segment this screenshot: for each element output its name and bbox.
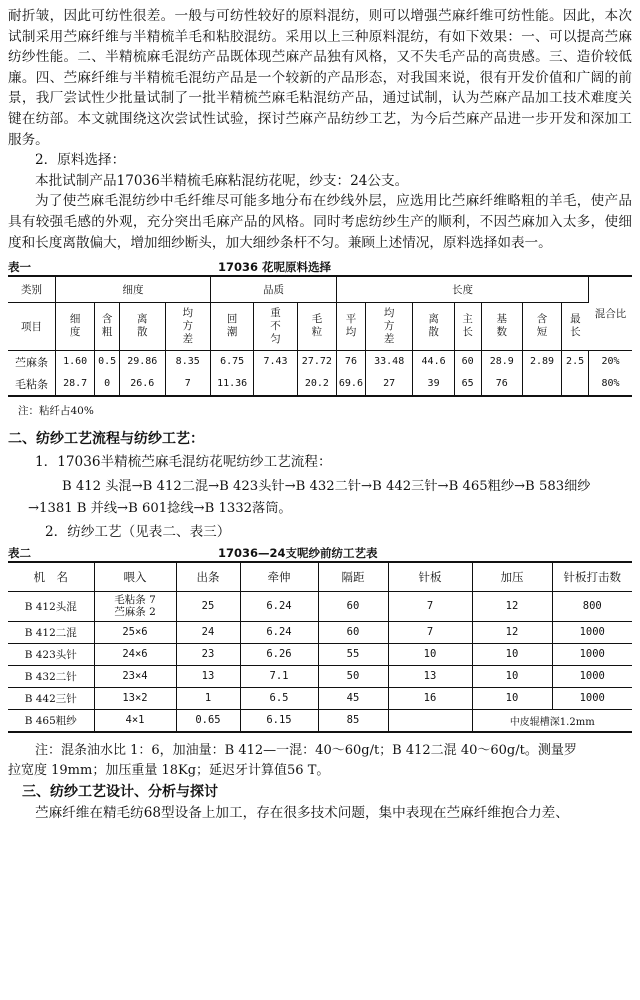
process-params-subheading: 2．纺纱工艺（见表二、表三）	[45, 524, 231, 541]
table2-note-line-1: 注：混条油水比 1：6，加油量：B 412—一混：40～60g/t；B 412二混 40～60g/t。测量罗	[35, 742, 577, 758]
table2-note-line-2: 拉宽度 19mm；加压重量 18Kg；延迟牙计算值56 T。	[8, 763, 330, 779]
subheader-longest: 最长	[562, 302, 589, 350]
spinning-process-table	[8, 561, 632, 733]
subheader-base-count: 基数	[481, 302, 522, 350]
header-quality: 品质	[210, 276, 336, 302]
table-row: B 412头混 毛粘条 7 苎麻条 2 25 6.24 60 7 12 800	[8, 591, 632, 621]
section3-paragraph: 苎麻纤维在精毛纺68型设备上加工，存在很多技术问题，集中表现在苎麻纤维抱合力差、	[35, 805, 569, 821]
header-item: 项目	[8, 302, 56, 350]
subheader-mean-length: 平均	[336, 302, 365, 350]
subheader-dispersion: 离散	[120, 302, 165, 350]
subheader-moisture: 回潮	[210, 302, 253, 350]
table1-note: 注：粘纤占40%	[18, 404, 94, 417]
table-row: B 412二混 25×6 24 6.24 60 7 12 1000	[8, 621, 632, 643]
subheader-length-std: 均方差	[365, 302, 413, 350]
header-length: 长度	[336, 276, 588, 302]
table1-label: 表一	[8, 260, 31, 275]
table1-caption	[8, 259, 632, 275]
subheader-main-length: 主长	[454, 302, 481, 350]
header-pin-plate: 针板	[388, 562, 472, 592]
intro-paragraph: 耐折皱，因此可纺性很差。一般与可纺性较好的原料混纺，则可以增强苎麻纤维可纺性能。因此，本次试制采用苎麻纤维与半精梳羊毛和粘胶混纺。采用以上三种原料混纺，有如下效果：一、可以提高苎麻纺纱性能。二、半精梳麻毛混纺产品既体现苎麻产品独有风格，又不失毛产品的高贵感。三、造价较低廉。四、苎麻纤维与半精梳毛混纺产品是一个较新的产品形态，对我国来说，很有开发价值和广阔的前景，我厂尝试性少批量试制了一批半精梳苎麻毛粘混纺产品，通过试制，认为苎麻产品加工技术难度关键在纺部。本文就围绕这次尝试性试验，探讨苎麻产品纺纱工艺，为今后苎麻产品进一步开发和深加工服务。	[8, 8, 632, 148]
subheader-coarse: 含粗	[95, 302, 120, 350]
product-spec-paragraph: 本批试制产品17036半精梳毛麻粘混纺花呢，纱支：24公支。	[35, 172, 409, 189]
header-gauge: 隔距	[318, 562, 388, 592]
header-feed: 喂入	[94, 562, 176, 592]
raw-material-table	[8, 275, 632, 397]
process-flow-line-2: →1381 B 并线→B 601捻线→B 1332落筒。	[28, 501, 292, 517]
table-row: 苎麻条 1.60 0.5 29.86 8.35 6.75 7.43 27.72 76 33.48 44.6 60 28.9 2.89 2.5 20%	[8, 350, 632, 373]
table-row: 毛粘条 28.7 0 26.6 7 11.36 20.2 69.6 27 39 65 76 80%	[8, 373, 632, 396]
table-row: B 423头针 24×6 23 6.26 55 10 10 1000	[8, 643, 632, 665]
section3-heading: 三、纺纱工艺设计、分析与探讨	[22, 784, 218, 800]
table-row: B 465粗纱 4×1 0.65 6.15 85 中皮辊槽深1.2mm	[8, 709, 632, 732]
table2-title: 17036—24支呢纱前纺工艺表	[218, 545, 378, 560]
table1-title: 17036 花呢原料选择	[218, 260, 332, 275]
header-output: 出条	[176, 562, 240, 592]
table2-caption	[8, 545, 632, 561]
table-row: B 432二针 23×4 13 7.1 50 13 10 1000	[8, 665, 632, 687]
header-draft: 牵伸	[240, 562, 318, 592]
section2-heading: 二、纺纱工艺流程与纺纱工艺：	[8, 430, 204, 447]
header-strikes: 针板打击数	[552, 562, 632, 592]
subheader-short-content: 含短	[522, 302, 561, 350]
header-pressure: 加压	[472, 562, 552, 592]
subsection-raw-material: 2．原料选择：	[35, 152, 126, 169]
table2-label: 表二	[8, 545, 31, 560]
subheader-weight-unevenness: 重不匀	[254, 302, 297, 350]
selection-rationale-paragraph: 为了使苎麻毛混纺纱中毛纤维尽可能多地分布在纱线外层，应选用比苎麻纤维略粗的羊毛，使产品具有较强毛感的外观，充分突出毛麻产品的风格。同时考虑纺纱生产的顺利，不因苎麻加入太多，使细度和长度离散偏大，增加细纱断头，加大细纱条杆不匀。兼顾上述情况，原料选择如表一。	[8, 193, 632, 251]
header-machine: 机 名	[8, 562, 94, 592]
process-flow-subheading: 1．17036半精梳苎麻毛混纺花呢纺纱工艺流程：	[35, 453, 332, 470]
subheader-fineness: 细度	[56, 302, 95, 350]
subheader-neps: 毛粒	[297, 302, 336, 350]
header-fineness: 细度	[56, 276, 211, 302]
process-flow-line-1: B 412 头混→B 412二混→B 423头针→B 432二针→B 442三针→B 465粗纱→B 583细纱	[62, 479, 591, 495]
table-row: B 442三针 13×2 1 6.5 45 16 10 1000	[8, 687, 632, 709]
subheader-length-dispersion: 离散	[413, 302, 454, 350]
subheader-std-dev: 均方差	[165, 302, 210, 350]
header-blend-ratio: 混合比	[589, 276, 632, 350]
header-category: 类别	[8, 276, 56, 302]
